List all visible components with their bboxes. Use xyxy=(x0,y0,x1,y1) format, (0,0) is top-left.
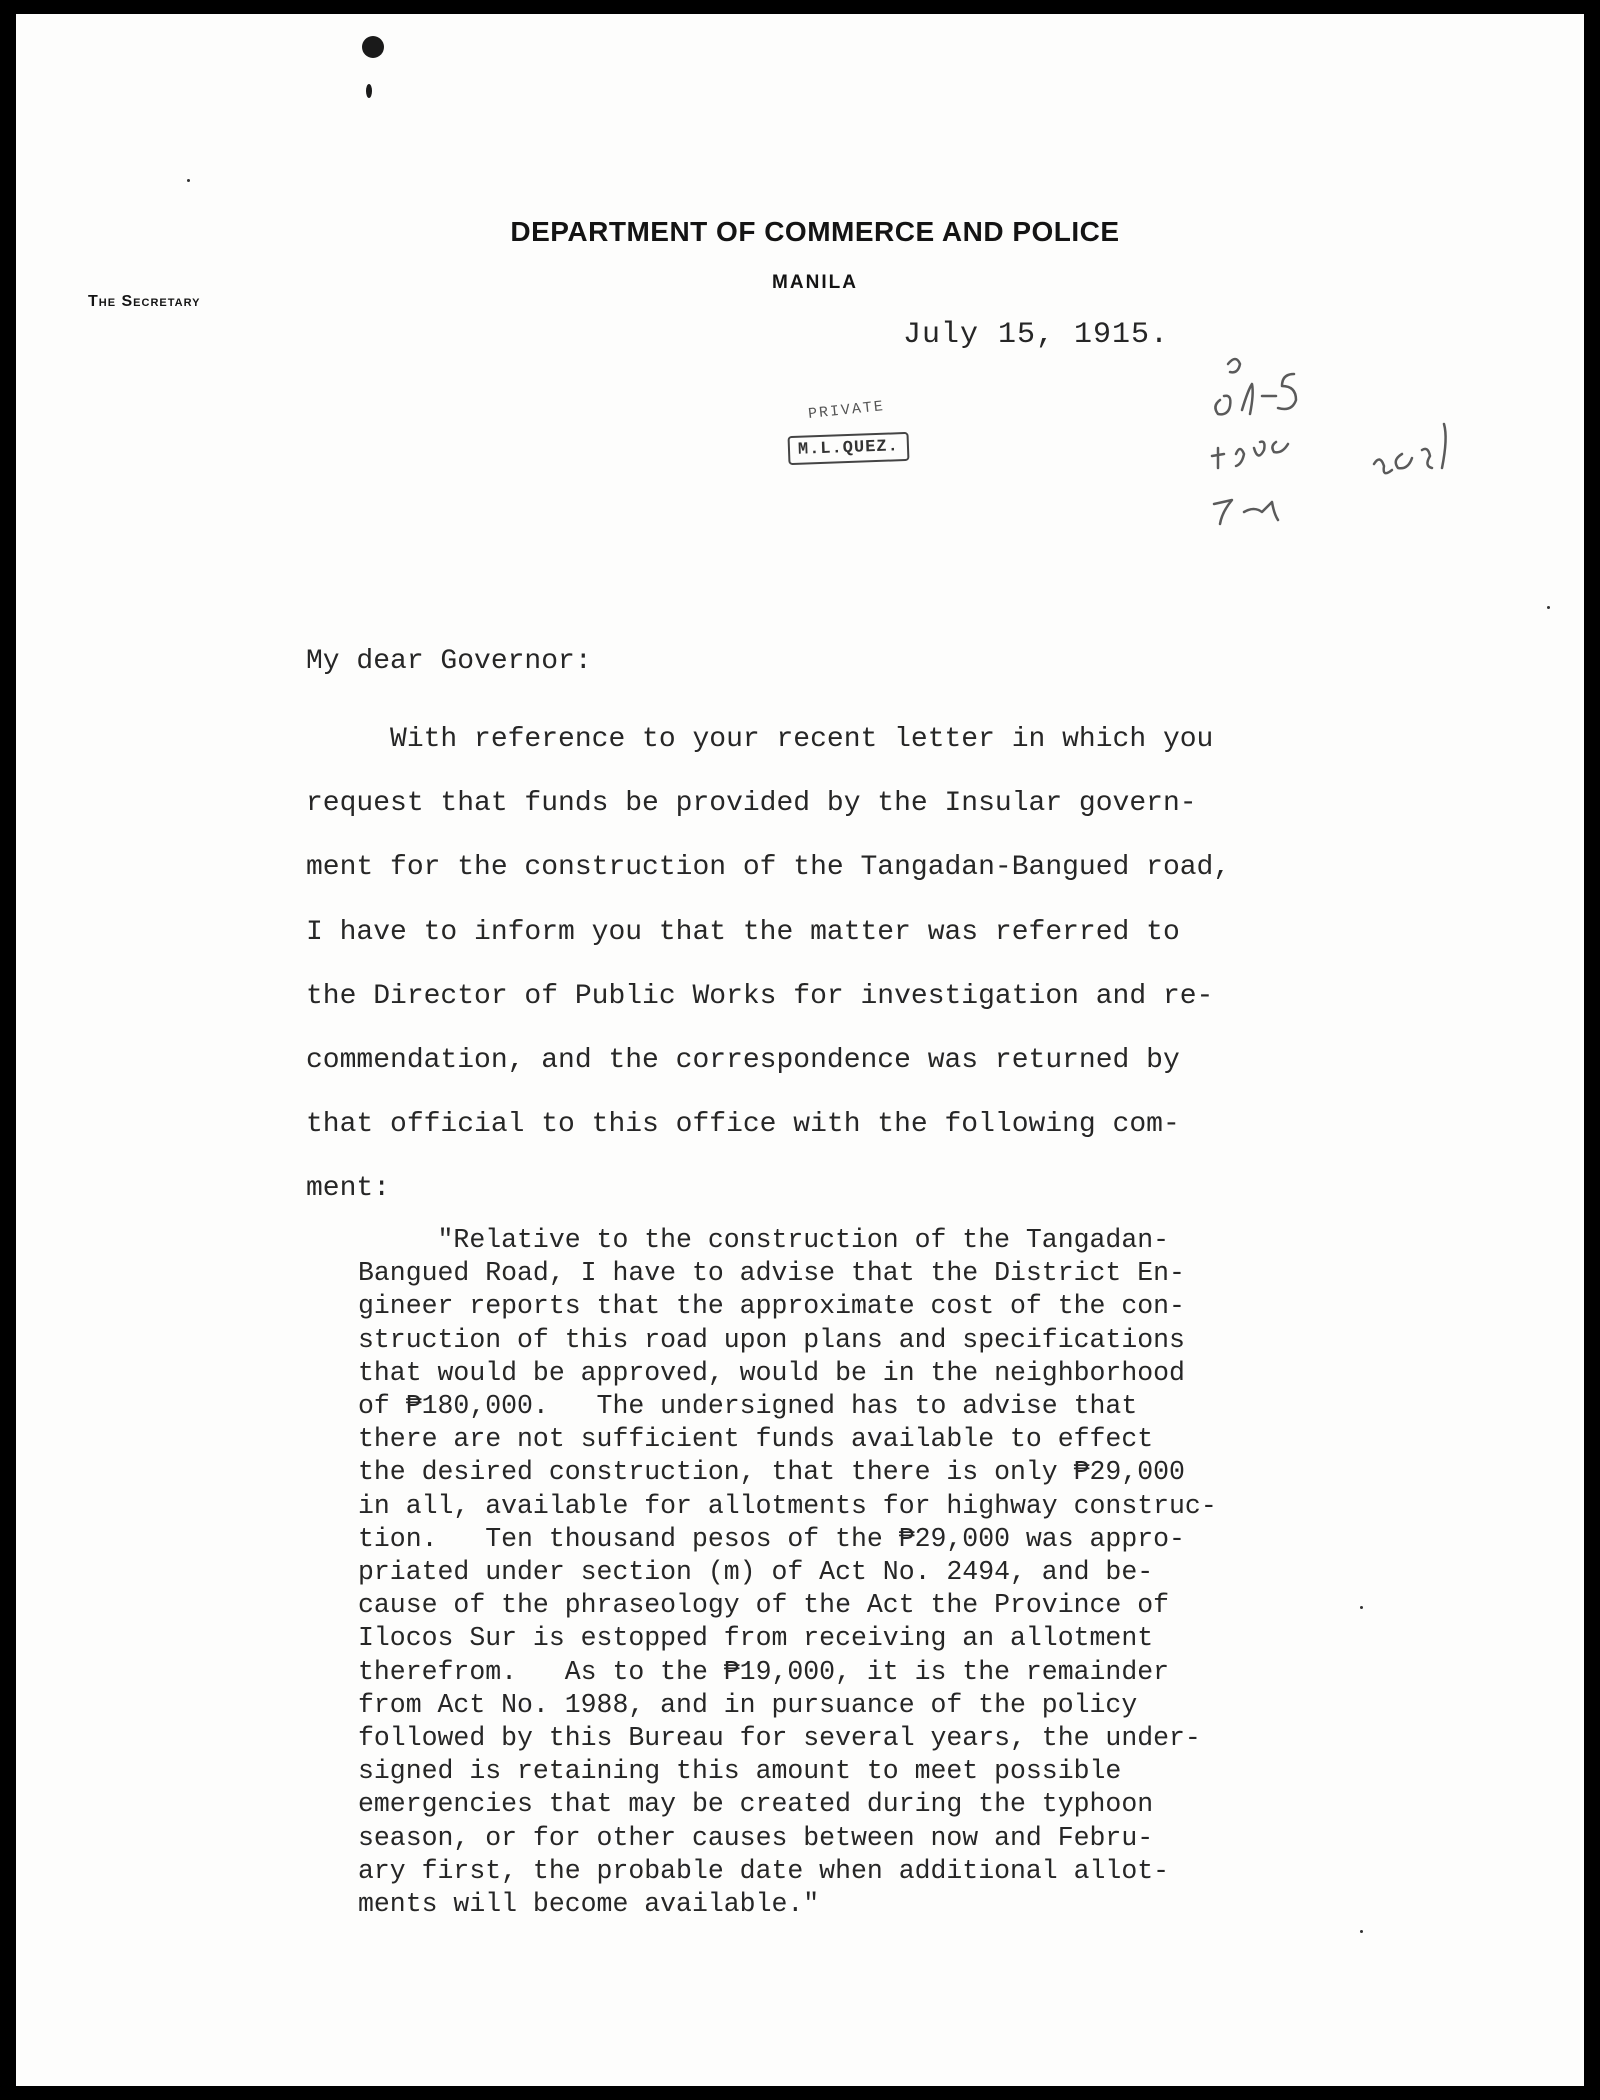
department-title: DEPARTMENT OF COMMERCE AND POLICE xyxy=(510,216,1120,247)
quote-line: ary first, the probable date when additional allot- xyxy=(358,1855,1170,1886)
stamp-name: M.L.QUEZ. xyxy=(788,432,910,465)
handwritten-annotation xyxy=(1206,344,1496,534)
quote-line: the desired construction, that there is only ₱29,000 xyxy=(358,1457,1185,1488)
body-line: that official to this office with the following com- xyxy=(306,1109,1180,1141)
ink-speck xyxy=(187,179,190,182)
quote-line: emergencies that may be created during the typhoon xyxy=(358,1789,1154,1820)
body-line: With reference to your recent letter in which you xyxy=(306,724,1214,755)
salutation: My dear Governor: xyxy=(306,646,592,677)
quote-line: that would be approved, would be in the neighborhood xyxy=(358,1357,1185,1388)
quote-line: tion. Ten thousand pesos of the ₱29,000 was appro- xyxy=(358,1523,1185,1554)
ink-speck xyxy=(1360,1930,1363,1933)
quote-line: of ₱180,000. The undersigned has to advise that xyxy=(358,1391,1138,1422)
quote-line: cause of the phraseology of the Act the Province of xyxy=(358,1590,1170,1621)
body-paragraph xyxy=(306,708,1386,1222)
quote-line: gineer reports that the approximate cost of the con- xyxy=(358,1291,1185,1322)
quote-line: there are not sufficient funds available to effect xyxy=(358,1424,1154,1455)
quote-line: followed by this Bureau for several years, the under- xyxy=(358,1723,1201,1754)
body-line: ment for the construction of the Tangadan-Bangued road, xyxy=(306,852,1231,884)
quote-line: struction of this road upon plans and specifications xyxy=(358,1324,1185,1355)
quote-line: Ilocos Sur is estopped from receiving an allotment xyxy=(358,1623,1154,1654)
quote-line: priated under section (m) of Act No. 2494, and be- xyxy=(358,1557,1154,1588)
quote-line: therefrom. As to the ₱19,000, it is the remainder xyxy=(358,1656,1170,1687)
ink-blot xyxy=(366,84,372,98)
body-line: request that funds be provided by the Insular govern- xyxy=(306,788,1197,820)
office-title: The Secretary xyxy=(88,293,201,310)
ink-speck xyxy=(1547,606,1550,609)
quote-line: ments will become available." xyxy=(358,1889,820,1920)
quote-line: from Act No. 1988, and in pursuance of the policy xyxy=(358,1689,1138,1720)
stamp-arc-text: PRIVATE xyxy=(807,398,886,423)
body-line: ment: xyxy=(306,1173,391,1205)
quote-line: Bangued Road, I have to advise that the District En- xyxy=(358,1258,1185,1289)
quote-line: signed is retaining this amount to meet possible xyxy=(358,1756,1122,1787)
quote-line: "Relative to the construction of the Tangadan- xyxy=(358,1225,1170,1255)
private-stamp xyxy=(784,394,920,482)
letter-page xyxy=(16,14,1584,2086)
city-name: MANILA xyxy=(772,272,858,293)
quote-line: in all, available for allotments for highway construc- xyxy=(358,1490,1217,1521)
body-line: commendation, and the correspondence was returned by xyxy=(306,1045,1180,1077)
body-line: the Director of Public Works for investigation and re- xyxy=(306,980,1214,1012)
letter-date: July 15, 1915. xyxy=(903,318,1170,352)
quote-line: season, or for other causes between now and Febru- xyxy=(358,1822,1154,1853)
quoted-comment xyxy=(358,1224,1438,1921)
body-line: I have to inform you that the matter was referred to xyxy=(306,916,1180,948)
ink-blot xyxy=(362,36,384,58)
